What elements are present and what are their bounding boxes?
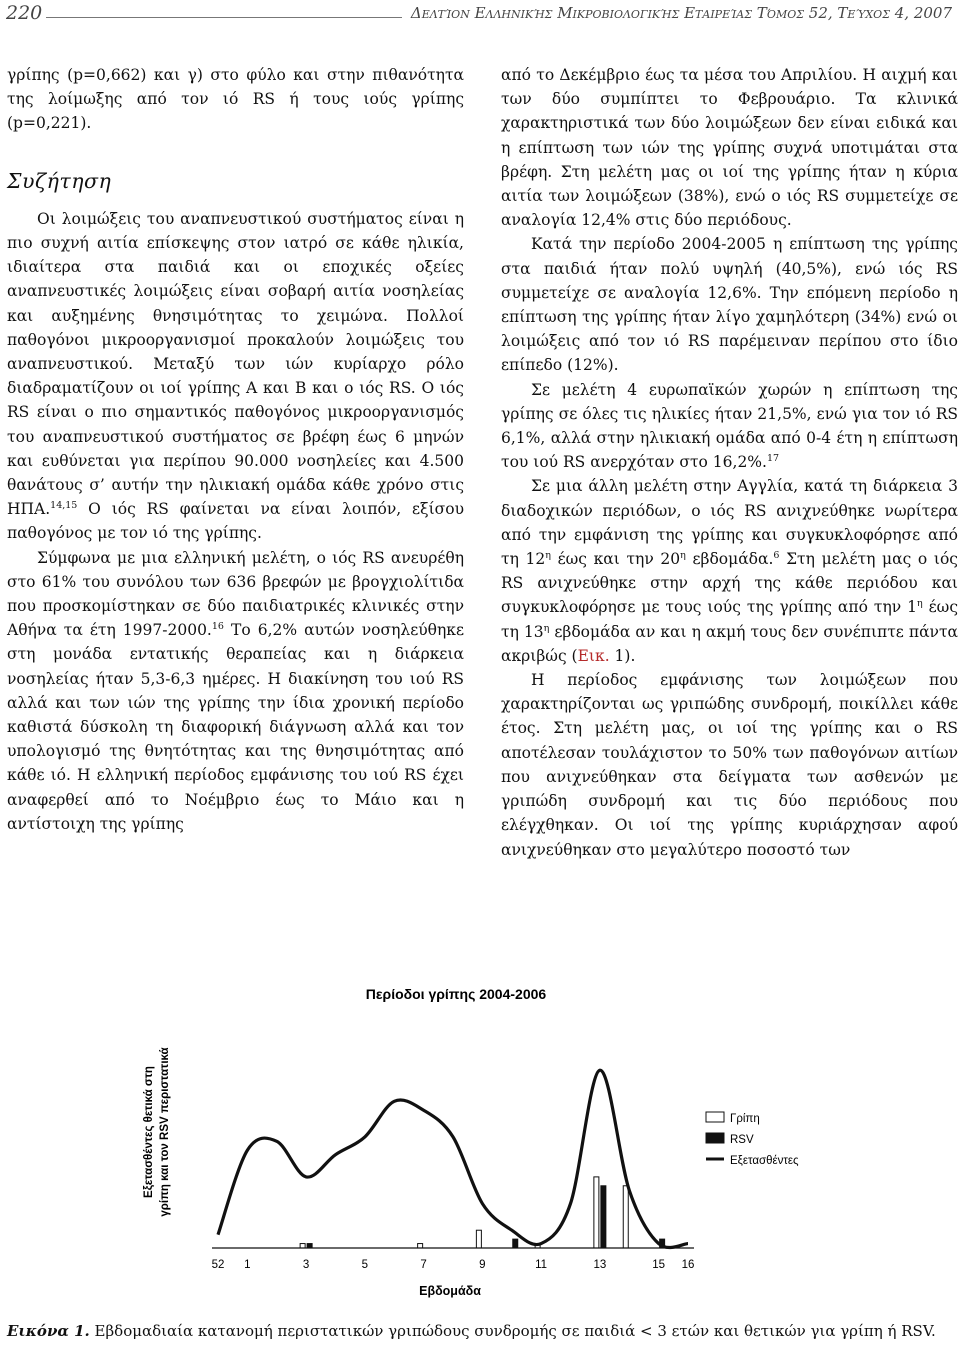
caption-label: Εικόνα 1. bbox=[7, 1322, 90, 1340]
chart-bars bbox=[300, 1177, 665, 1248]
x-tick-label: 11 bbox=[535, 1259, 548, 1271]
chart-legend bbox=[700, 1106, 822, 1172]
section-heading: Συζήτηση bbox=[7, 168, 112, 193]
x-axis-label: Εβδομάδα bbox=[419, 1284, 481, 1298]
discussion-paragraph-4 bbox=[501, 378, 958, 475]
discussion-paragraph-6: Η περίοδος εμφάνισης των λοιμώξεων που χαρακτηρίζονται ως γριπώδης συνδρομή, ποικίλλει κάθε έτος. Στη μελέτη μας, οι ιοί της γρίπης και ο RS αποτέλεσαν τουλάχιστον το 50% των παθογόνων αιτίων που ανιχνεύθηκαν στα δείγματα των ασθενών με γριπώδη συνδρομή και τις δύο περιόδους που ελέγχθηκαν. Οι ιοί της γρίπης κυριάρχησαν αφού ανιχνεύθηκαν στο μεγαλύτερο ποσοστό των bbox=[501, 671, 958, 859]
page-header bbox=[0, 0, 960, 30]
bar-rsv bbox=[513, 1239, 518, 1248]
discussion-paragraph-2 bbox=[7, 546, 464, 836]
bar-flu bbox=[418, 1244, 423, 1248]
ordinal-suffix: η bbox=[916, 598, 923, 610]
x-tick-label: 13 bbox=[593, 1259, 607, 1271]
caption-text: Εβδομαδιαία κατανομή περιστατικών γριπώδους συνδρομής σε παιδιά < 3 ετών και θετικών για γρίπη ή RSV. bbox=[89, 1322, 936, 1340]
figure-chart bbox=[120, 978, 840, 1298]
x-tick-label: 15 bbox=[652, 1259, 666, 1271]
legend-swatch bbox=[706, 1133, 724, 1143]
reference-marker[interactable]: 17 bbox=[766, 453, 780, 465]
y-axis-label-line-2: γρίπη και τον RSV περιστατικά bbox=[159, 1047, 171, 1217]
paragraph-text: Το 6,2% αυτών νοσηλεύθηκε στη μονάδα εντατικής θεραπείας και η διάρκεια νοσηλείας ήταν 5,3-6,3 ημέρες. Η διακίνηση του ιού RS αλλά και των ιών της γρίπης την ίδια χρονική περίοδο καθιστά δύσκολη τη διαφορική διάγνωση αλλά και τον υπολογισμό της θνητότητας και της θνησιμότητας από κάθε ιό. Η ελληνική περίοδος εμφάνισης του ιού RS έχει αναφερθεί από το Νοέμβριο έως το Μάιο και η αντίστοιχη της γρίπης bbox=[7, 621, 464, 833]
paragraph-text: Ο ιός RS φαίνεται να είναι λοιπόν, εξίσου παθογόνος με τον ιό της γρίπης. bbox=[7, 500, 464, 543]
x-tick-label: 7 bbox=[420, 1259, 427, 1271]
legend-swatch bbox=[706, 1112, 724, 1122]
discussion-paragraph-1 bbox=[7, 207, 464, 546]
x-tick-label: 16 bbox=[681, 1259, 695, 1271]
legend-label: Εξετασθέντες bbox=[730, 1155, 799, 1167]
right-column bbox=[501, 63, 958, 862]
ordinal-suffix: η bbox=[545, 549, 551, 561]
x-tick-label: 1 bbox=[244, 1259, 251, 1271]
x-tick-label: 3 bbox=[302, 1259, 310, 1271]
paragraph-text: Σε μελέτη 4 ευρωπαϊκών χωρών η επίπτωση της γρίπης σε όλες τις ηλικίες ήταν 21,5%, ενώ για τον ιό RS 6,1%, αλλά στην ηλικιακή ομάδα από 0-4 έτη η επίπτωση του ιού RS ανερχόταν στο 16,2%. bbox=[501, 380, 958, 472]
continued-paragraph: από το Δεκέμβριο έως τα μέσα του Απριλίου. Η αιχμή και των δύο συμπίπτει το Φεβρουάριο. Τα κλινικά χαρακτηριστικά των δύο λοιμώξεων δεν είναι ειδικά και η επίπτωση των ιών της γρίπης συχνά υποτιμάται στα βρέφη. Στη μελέτη μας οι ιοί της γρίπης ήταν η κύρια αιτία των λοιμώξεων (38%), ενώ ο ιός RS συμμετείχε σε αναλογία 12,4% στις δύο περιόδους. bbox=[501, 66, 958, 230]
bar-flu bbox=[594, 1177, 599, 1248]
paragraph-text: Οι λοιμώξεις του αναπνευστικού συστήματος είναι η πιο συχνή αιτία επίσκεψης στον ιατρό σε κάθε ηλικία, ιδιαίτερα στα παιδιά και οι εποχικές οξείες αναπνευστικές λοιμώξεις είναι σοβαρή αιτία νοσηλείας και αυξημένης θνησιμότητας το χειμώνα. Πολλοί παθογόνοι μικροοργανισμοί προκαλούν λοιμώξεις του αναπνευστικού. Μεταξύ των ιών κυρίαρχο ρόλο διαδραματίζουν οι ιοί γρίπης Α και Β και ο ιός RS. Ο ιός RS είναι ο πιο σημαντικός παθογόνος μικροοργανισμός του αναπνευστικού συστήματος σε βρέφη έως 6 μηνών και ευθύνεται για περίπου 90.000 νοσηλείες και 4.500 θανάτους σ’ αυτήν την ηλικιακή ομάδα κάθε χρόνο στις ΗΠΑ. bbox=[7, 209, 464, 519]
paragraph-text: εβδομάδα αν και η ακμή τους δεν συνέπιπτε πάντα ακριβώς ( bbox=[501, 622, 958, 665]
x-tick-label: 9 bbox=[479, 1259, 486, 1271]
bar-flu bbox=[476, 1230, 481, 1248]
paragraph-text: έως και την 20 bbox=[550, 550, 681, 569]
bar-flu bbox=[300, 1244, 305, 1248]
x-tick-label: 52 bbox=[211, 1259, 225, 1271]
series-line-tested bbox=[218, 1070, 688, 1247]
journal-title: Δελτίον Ελληνικής Μικροβιολογικής Εταιρείας Τόμος 52, Τεύχος 4, 2007 bbox=[410, 4, 952, 22]
paragraph-text: Σύμφωνα με μια ελληνική μελέτη, ο ιός RS ανευρέθη στο 61% του συνόλου των 636 βρεφών με βρογχιολίτιδα που προσκομίστηκαν σε δύο παιδιατρικές κλινικές στην Αθήνα τα έτη 1997-2000. bbox=[7, 548, 464, 640]
page-number: 220 bbox=[6, 2, 43, 24]
discussion-paragraph-5 bbox=[501, 474, 958, 668]
intro-paragraph: γρίπης (p=0,662) και γ) στο φύλο και στην πιθανότητα της λοίμωξης από τον ιό RS ή τους ιούς γρίπης (p=0,221). bbox=[7, 66, 464, 133]
x-axis-ticks bbox=[212, 1259, 695, 1271]
paragraph-text: έως τη 13 bbox=[501, 598, 958, 641]
left-column bbox=[7, 63, 464, 836]
ordinal-suffix: η bbox=[543, 622, 550, 634]
paragraph-text: Στη μελέτη μας ο ιός RS ανιχνεύθηκε στην αρχή της κάθε περιόδου και συγκυκλοφόρησε με τους ιούς της γρίπης από την 1 bbox=[501, 550, 958, 617]
legend-label: Γρίπη bbox=[730, 1113, 760, 1125]
reference-marker[interactable]: 14,15 bbox=[50, 500, 78, 512]
chart-title: Περίοδοι γρίπης 2004-2006 bbox=[365, 986, 547, 1002]
ordinal-suffix: η bbox=[680, 549, 686, 561]
bar-flu bbox=[623, 1186, 628, 1248]
x-tick-label: 5 bbox=[361, 1259, 369, 1271]
paragraph-text: 1). bbox=[609, 646, 636, 665]
discussion-paragraph-3: Κατά την περίοδο 2004-2005 η επίπτωση της γρίπης στα παιδιά ήταν πολύ υψηλή (40,5%), ενώ ιός RS συμμετείχε σε αναλογία 12,6%. Την επόμενη περίοδο η επίπτωση της γρίπης ήταν λίγο χαμηλότερη (34%) ενώ οι λοιμώξεις από τον ιό RS παρέμειναν περίπου στο ίδιο επίπεδο (12%). bbox=[501, 235, 958, 375]
figure-caption bbox=[7, 1322, 957, 1340]
reference-marker[interactable]: 16 bbox=[211, 621, 224, 633]
reference-marker[interactable]: 6 bbox=[773, 549, 780, 561]
chart-svg bbox=[120, 978, 840, 1298]
paragraph-text: Σε μια άλλη μελέτη στην Αγγλία, κατά τη διάρκεια 3 διαδοχικών περιόδων, ο ιός RS ανιχνεύθηκε νωρίτερα από την εμφάνιση της γρίπης και συγκυκλοφόρησε από τη 12 bbox=[501, 477, 958, 569]
figure-link[interactable]: Εικ. bbox=[577, 646, 610, 665]
legend-label: RSV bbox=[730, 1134, 754, 1146]
bar-rsv bbox=[601, 1186, 606, 1248]
paragraph-text: εβδομάδα. bbox=[685, 550, 774, 569]
y-axis-label-line-1: Εξετασθέντες θετικά στη bbox=[143, 1066, 155, 1198]
bar-rsv bbox=[307, 1244, 312, 1248]
header-rule bbox=[46, 17, 402, 18]
